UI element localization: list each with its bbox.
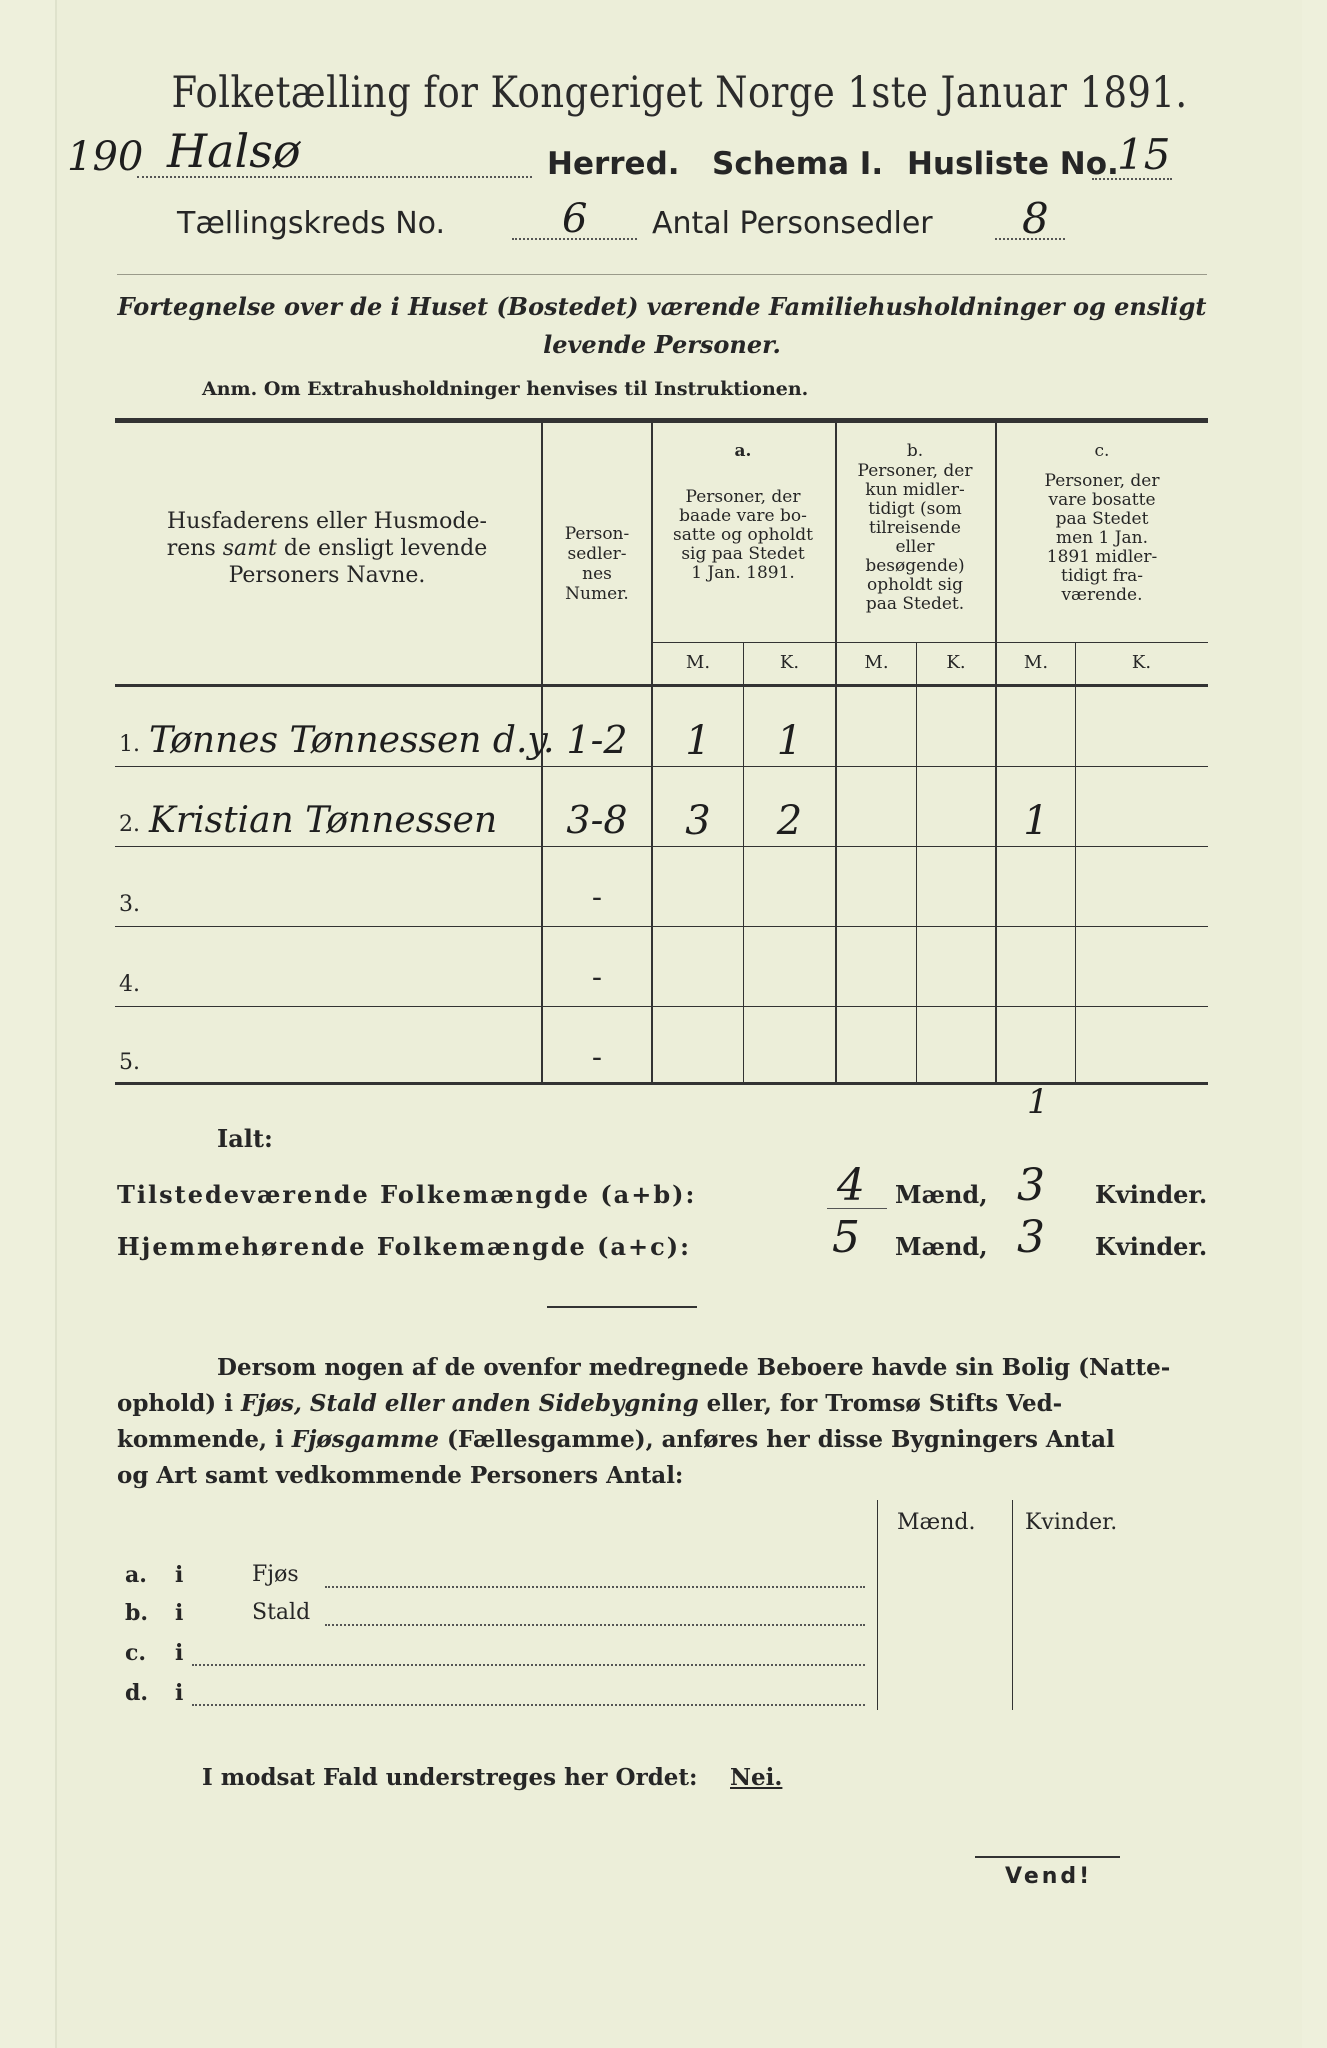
- ialt-label: Ialt:: [217, 1124, 273, 1153]
- herred-label: Herred.: [547, 146, 680, 182]
- m-label-b: M.: [864, 652, 889, 673]
- building-a-dotline: [325, 1586, 865, 1588]
- vend-text: Vend!: [1005, 1864, 1093, 1889]
- building-d-letter: d.: [125, 1680, 149, 1706]
- personsedler-label: Antal Personsedler: [652, 206, 933, 241]
- below-table-c-m: 1: [1027, 1082, 1049, 1122]
- row-line-1: [115, 766, 1208, 767]
- building-d-dotline: [192, 1704, 865, 1706]
- form-title: Folketælling for Kongeriget Norge 1ste Januar 1891.: [171, 68, 1188, 118]
- row-2-num: 2.: [119, 812, 140, 837]
- census-form-page: [55, 0, 1302, 2048]
- row-5-numer: -: [591, 1040, 603, 1075]
- personsedler-count: 8: [1022, 194, 1049, 243]
- table-header-bottom: [115, 684, 1208, 687]
- row-line-2: [115, 846, 1208, 847]
- m-label-a: M.: [685, 652, 711, 673]
- building-c-prep: i: [175, 1640, 184, 1666]
- nei-word: Nei.: [730, 1764, 783, 1791]
- schema-label: Schema I.: [712, 146, 884, 182]
- building-c-dotline: [192, 1664, 865, 1666]
- intro-line-1: Fortegnelse over de i Huset (Bostedet) værende Familiehusholdninger og ensligt: [117, 292, 1207, 321]
- row-1-num: 1.: [119, 732, 140, 757]
- row-4-num: 4.: [119, 972, 140, 997]
- building-b-prep: i: [175, 1600, 184, 1626]
- row-2-a-k: 2: [776, 798, 803, 844]
- buildings-maend-header: Mænd.: [897, 1510, 976, 1535]
- k-label-c: K.: [1131, 652, 1152, 673]
- intro-line-2: levende Personer.: [543, 330, 781, 359]
- col-b-header: Personer, der kun midler- tidigt (som tilreisende eller besøgende) opholdt sig paa Stedet.: [857, 461, 973, 614]
- building-a-name: Fjøs: [252, 1562, 299, 1587]
- hjem-maend-label: Mænd,: [895, 1232, 988, 1261]
- building-a-prep: i: [175, 1562, 184, 1588]
- hjem-kvinder-label: Kvinder.: [1095, 1232, 1208, 1261]
- mk-header-line: [651, 642, 1208, 643]
- row-1-name: Tønnes Tønnessen d.y.: [149, 720, 555, 761]
- tilst-maend-label: Mænd,: [895, 1180, 988, 1209]
- building-b-letter: b.: [125, 1600, 149, 1626]
- k-label-b: K.: [946, 652, 966, 673]
- taellingskreds-number: 6: [562, 196, 588, 242]
- m-label-c: M.: [1023, 652, 1049, 673]
- building-d-prep: i: [175, 1680, 184, 1706]
- row-3-numer: -: [591, 880, 603, 915]
- herred-name: Halsø: [167, 124, 301, 178]
- row-1-a-k: 1: [776, 718, 803, 764]
- row-2-name: Kristian Tønnessen: [149, 800, 498, 841]
- section-separator: [547, 1306, 697, 1308]
- buildings-paragraph: Dersom nogen af de ovenfor medregnede Beboere havde sin Bolig (Natte- ophold) i Fjøs, Stald eller anden Sidebygning eller, for Tromsø Stifts Ved- kommende, i Fjøsgamme (Fællesgamme), anføres her disse Bygningers Antal og Art samt vedkommende Personers Antal:: [117, 1354, 1171, 1489]
- row-2-numer: 3-8: [566, 798, 628, 842]
- col-names-header: Husfaderens eller Husmode- rens samt de ensligt levende Personers Navne.: [166, 509, 488, 588]
- col-c-letter: c.: [1094, 441, 1110, 461]
- herred-number: 190: [67, 134, 144, 180]
- building-a-letter: a.: [125, 1562, 147, 1588]
- row-5-num: 5.: [119, 1050, 140, 1075]
- k-label-a: K.: [779, 652, 800, 673]
- hjem-kvinder: 3: [1017, 1212, 1045, 1263]
- modsat-text: I modsat Fald understreges her Ordet:: [202, 1764, 698, 1791]
- row-1-a-m: 1: [685, 718, 711, 764]
- anm-note: Anm. Om Extrahusholdninger henvises til Instruktionen.: [202, 378, 809, 400]
- row-2-c-m: 1: [1023, 798, 1049, 844]
- col-c-header: Personer, der vare bosatte paa Stedet men 1 Jan. 1891 midler- tidigt fra- værende.: [1044, 471, 1160, 605]
- table-top-border: [115, 418, 1208, 423]
- husliste-label: Husliste No.: [907, 146, 1119, 182]
- col-a-letter: a.: [734, 441, 752, 461]
- buildings-col-divider-2: [1012, 1500, 1013, 1710]
- tilst-maend: 4: [837, 1160, 865, 1211]
- hjem-label: Hjemmehørende Folkemængde (a+c):: [117, 1232, 691, 1261]
- col-numer-header: Person- sedler- nes Numer.: [564, 524, 630, 604]
- row-3-num: 3.: [119, 892, 140, 917]
- col-divider-a-mk: [743, 642, 744, 1083]
- row-2-a-m: 3: [685, 798, 711, 844]
- col-b-letter: b.: [906, 441, 924, 461]
- tilst-label: Tilstedeværende Folkemængde (a+b):: [117, 1180, 697, 1209]
- building-b-dotline: [325, 1624, 865, 1626]
- buildings-kvinder-header: Kvinder.: [1025, 1510, 1118, 1535]
- hjem-maend: 5: [832, 1212, 860, 1263]
- col-divider-b-mk: [916, 642, 917, 1083]
- row-line-4: [115, 1006, 1208, 1007]
- buildings-col-divider-1: [877, 1500, 878, 1710]
- tilst-kvinder: 3: [1017, 1160, 1045, 1211]
- tilst-kvinder-label: Kvinder.: [1095, 1180, 1208, 1209]
- col-divider-c-mk: [1075, 642, 1076, 1083]
- row-4-numer: -: [591, 960, 603, 995]
- header-divider: [117, 274, 1207, 275]
- vend-line: [975, 1856, 1120, 1858]
- husliste-number: 15: [1117, 130, 1171, 179]
- building-c-letter: c.: [125, 1640, 147, 1666]
- building-b-name: Stald: [252, 1600, 311, 1625]
- row-line-3: [115, 926, 1208, 927]
- row-1-numer: 1-2: [566, 718, 628, 762]
- taellingskreds-label: Tællingskreds No.: [177, 206, 445, 241]
- col-a-header: Personer, der baade vare bo- satte og opholdt sig paa Stedet 1 Jan. 1891.: [673, 487, 813, 583]
